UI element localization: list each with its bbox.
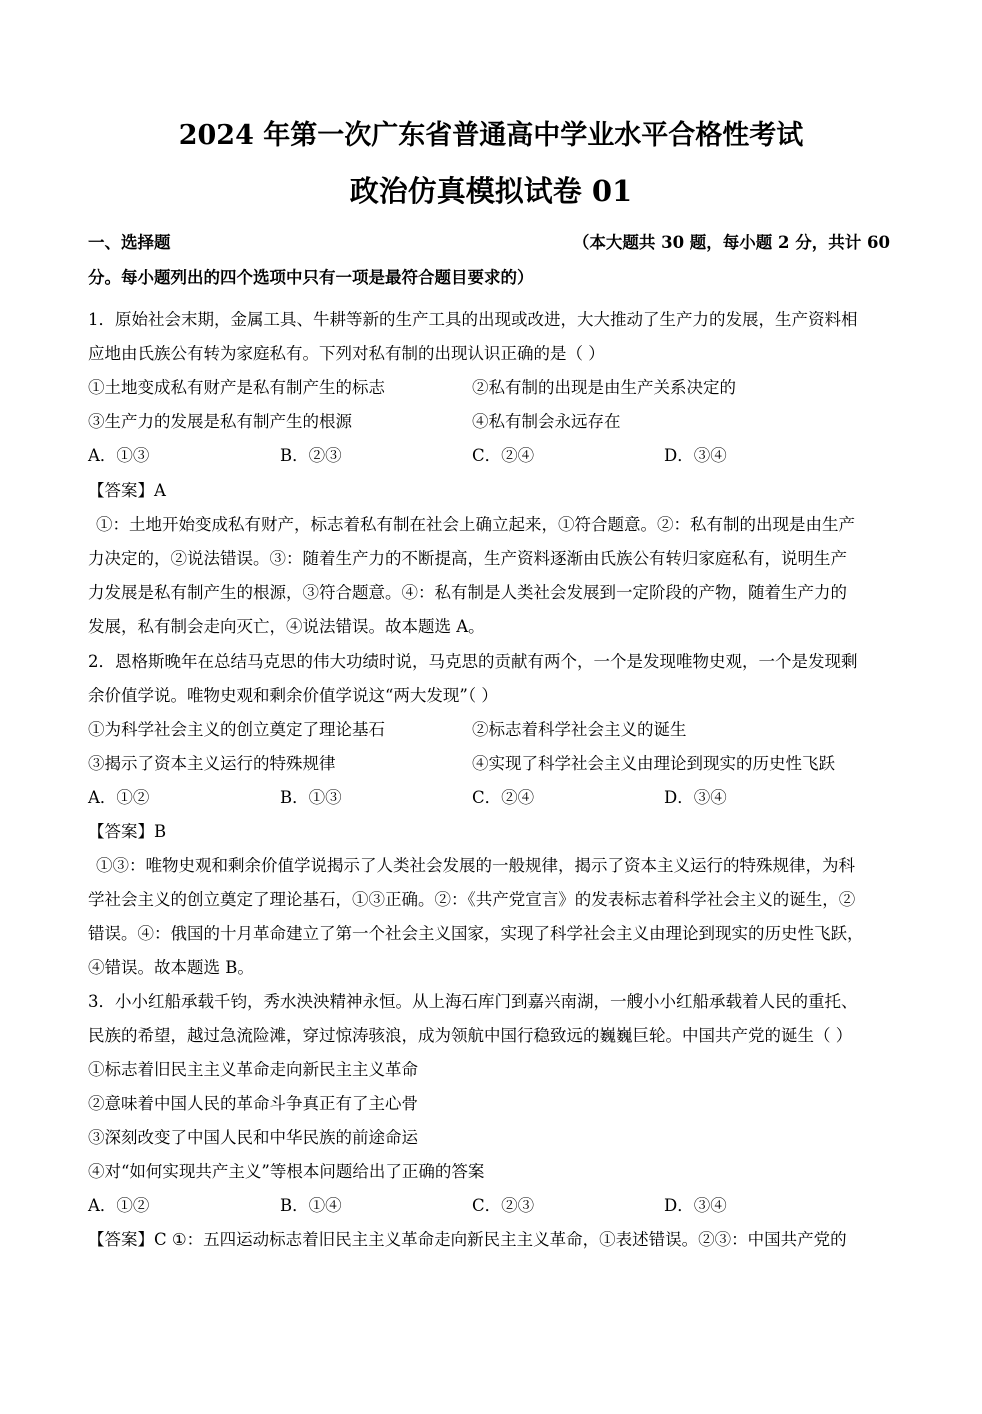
exam-title: 2024 年第一次广东省普通高中学业水平合格性考试 [178,120,804,151]
q2-explanation-line1: ①③：唯物史观和剩余价值学说揭示了人类社会发展的一般规律，揭示了资本主义运行的特殊规律，为科 [96,856,855,875]
q2-statement-3: ③揭示了资本主义运行的特殊规律 [88,754,336,773]
q1-explanation-line2: 力决定的，②说法错误。③：随着生产力的不断提高，生产资料逐渐由氏族公有转归家庭私有，说明生产 [88,549,847,568]
q2-explanation-line2: 学社会主义的创立奠定了理论基石，①③正确。②：《共产党宣言》的发表标志着科学社会主义的诞生，② [88,890,856,909]
q1-option-d: D．③④ [664,446,727,465]
q1-option-c: C．②④ [472,446,535,465]
q1-explanation-line1: ①：土地开始变成私有财产，标志着私有制在社会上确立起来，①符合题意。②：私有制的出现是由生产 [96,515,855,534]
q2-statement-4: ④实现了科学社会主义由理论到现实的历史性飞跃 [472,754,835,773]
q3-stem-line2: 民族的希望，越过急流险滩，穿过惊涛骇浪，成为领航中国行稳致远的巍巍巨轮。中国共产党的诞生（ ） [88,1026,853,1045]
q1-option-a: A．①③ [88,446,150,465]
section-note: （本大题共 30 题，每小题 2 分，共计 60 [572,233,890,252]
q1-statement-2: ②私有制的出现是由生产关系决定的 [472,378,736,397]
q2-explanation-line4: ④错误。故本题选 B。 [88,958,254,977]
section-heading: 一、选择题 [88,233,171,252]
q3-option-c: C．②③ [472,1196,535,1215]
q2-stem-line1: 2．恩格斯晚年在总结马克思的伟大功绩时说，马克思的贡献有两个，一个是发现唯物史观，一个是发现剩 [88,652,858,671]
q3-statement-2: ②意味着中国人民的革命斗争真正有了主心骨 [88,1094,418,1113]
q1-explanation-line3: 力发展是私有制产生的根源，③符合题意。④：私有制是人类社会发展到一定阶段的产物，随着生产力的 [88,583,847,602]
q2-explanation-line3: 错误。④：俄国的十月革命建立了第一个社会主义国家，实现了科学社会主义由理论到现实的历史性飞跃， [88,924,864,943]
q1-stem-line1: 1．原始社会末期，金属工具、牛耕等新的生产工具的出现或改进，大大推动了生产力的发展，生产资料相 [88,310,858,329]
q2-option-c: C．②④ [472,788,535,807]
q1-statement-4: ④私有制会永远存在 [472,412,621,431]
q2-option-d: D．③④ [664,788,727,807]
q2-statement-2: ②标志着科学社会主义的诞生 [472,720,687,739]
q3-option-d: D．③④ [664,1196,727,1215]
q3-option-b: B．①④ [280,1196,342,1215]
q3-statement-3: ③深刻改变了中国人民和中华民族的前途命运 [88,1128,418,1147]
q1-option-b: B．②③ [280,446,342,465]
q1-explanation-line4: 发展，私有制会走向灭亡，④说法错误。故本题选 A。 [88,617,485,636]
q2-answer: 【答案】B [88,822,167,841]
q2-statement-1: ①为科学社会主义的创立奠定了理论基石 [88,720,385,739]
exam-subtitle: 政治仿真模拟试卷 01 [349,174,633,208]
q3-stem-line1: 3．小小红船承载千钧，秀水泱泱精神永恒。从上海石库门到嘉兴南湖，一艘小小红船承载着人民的重托、 [88,992,858,1011]
q2-option-b: B．①③ [280,788,342,807]
q1-statement-1: ①土地变成私有财产是私有制产生的标志 [88,378,385,397]
q1-statement-3: ③生产力的发展是私有制产生的根源 [88,412,352,431]
q1-stem-line2: 应地由氏族公有转为家庭私有。下列对私有制的出现认识正确的是（ ） [88,344,605,363]
q3-statement-4: ④对“如何实现共产主义”等根本问题给出了正确的答案 [88,1162,485,1181]
q3-option-a: A．①② [88,1196,150,1215]
q3-statement-1: ①标志着旧民主主义革命走向新民主主义革命 [88,1060,418,1079]
q1-answer: 【答案】A [88,481,166,500]
q3-answer-line1: 【答案】C ①：五四运动标志着旧民主主义革命走向新民主主义革命，①表述错误。②③：中国共产党的 [88,1230,847,1249]
section-note-line2: 分。每小题列出的四个选项中只有一项是最符合题目要求的） [88,268,534,287]
q2-option-a: A．①② [88,788,150,807]
q2-stem-line2: 余价值学说。唯物史观和剩余价值学说这“两大发现”（ ） [88,686,498,705]
